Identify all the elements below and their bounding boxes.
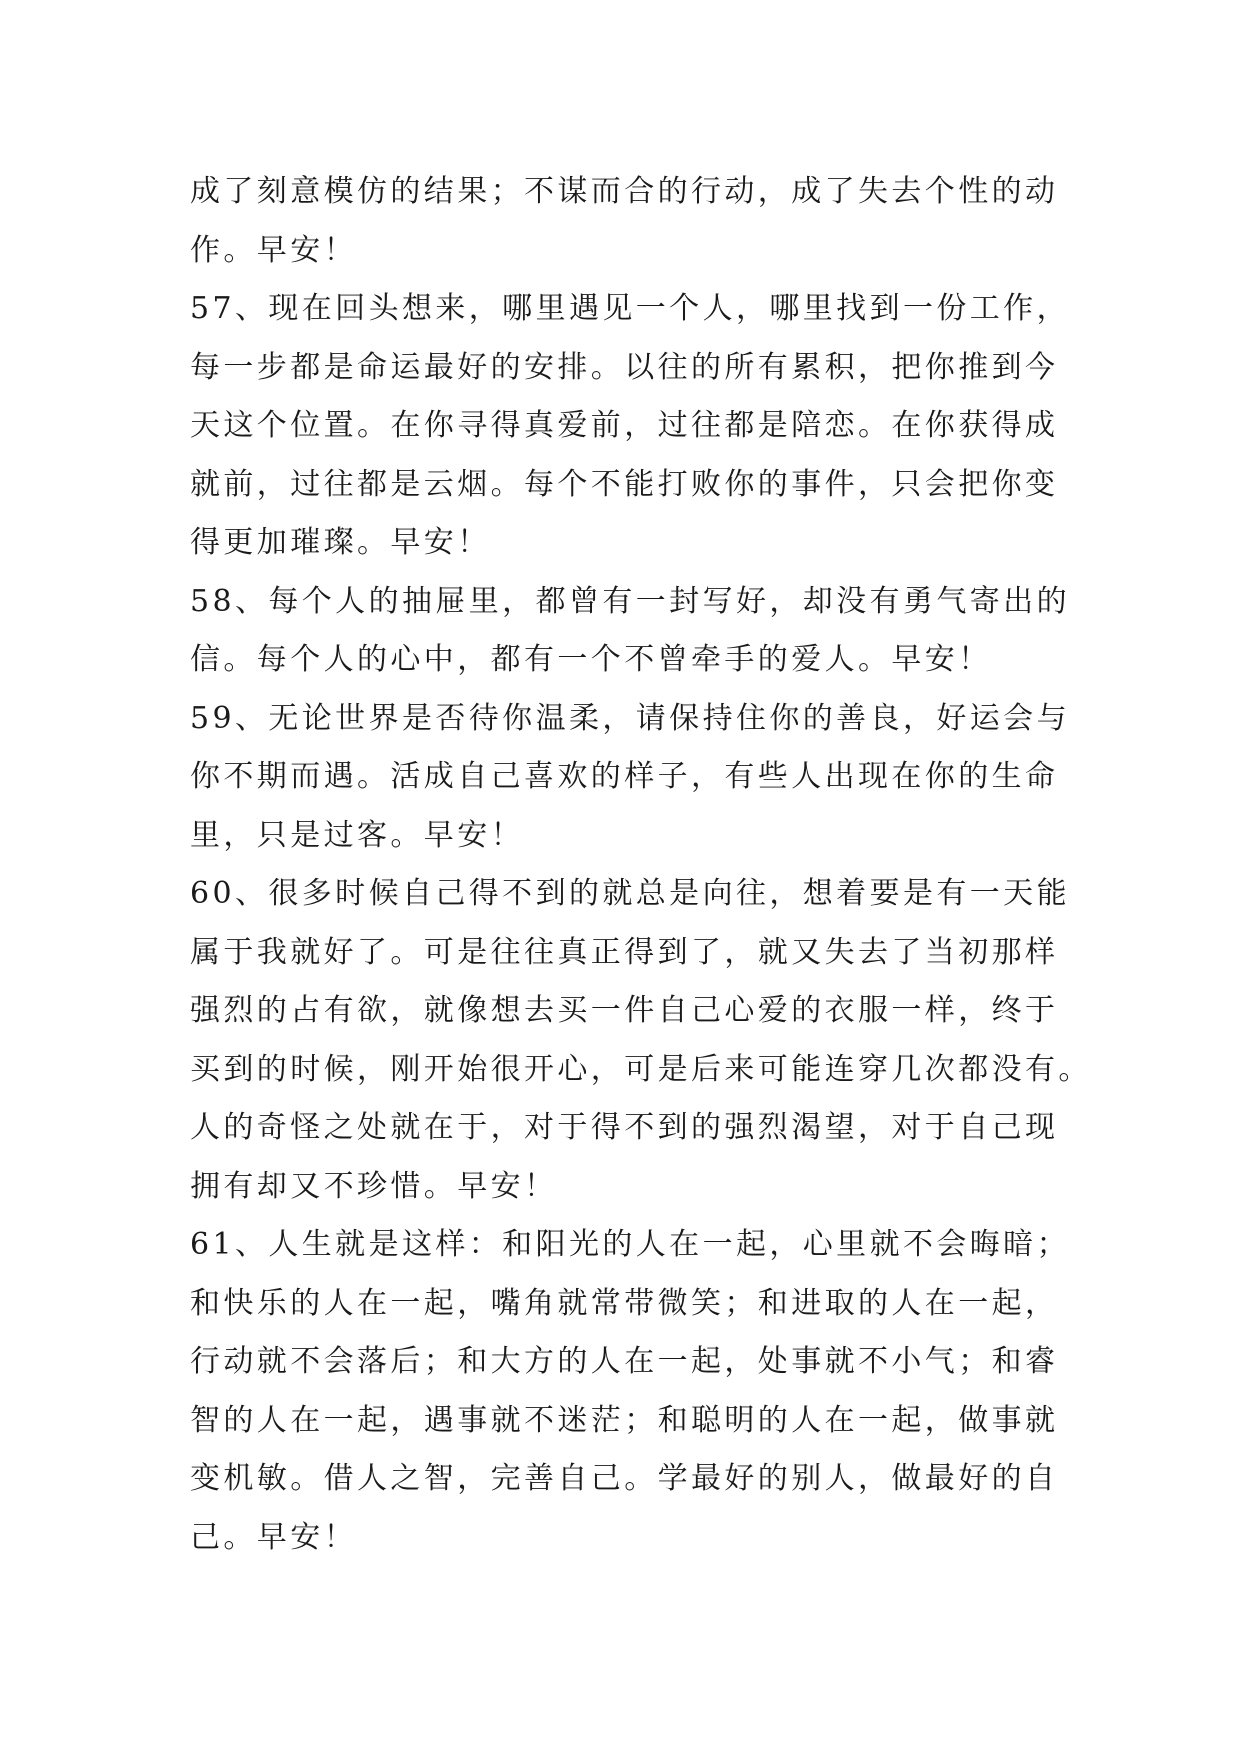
text-line: 智的人在一起，遇事就不迷茫；和聪明的人在一起，做事就 bbox=[190, 1402, 1059, 1438]
text-line: 己。早安！ bbox=[190, 1519, 357, 1555]
text-line: 变机敏。借人之智，完善自己。学最好的别人，做最好的自 bbox=[190, 1461, 1059, 1496]
text-line: 成了刻意模仿的结果；不谋而合的行动，成了失去个性的动 bbox=[190, 174, 1059, 209]
text-line: 里，只是过客。早安！ bbox=[190, 817, 524, 853]
text-line: 59、无论世界是否待你温柔，请保持住你的善良，好运会与 bbox=[190, 700, 1070, 736]
text-line: 强烈的占有欲，就像想去买一件自己心爱的衣服一样，终于 bbox=[190, 993, 1059, 1028]
text-line: 拥有却又不珍惜。早安！ bbox=[190, 1168, 558, 1204]
text-line: 人的奇怪之处就在于，对于得不到的强烈渴望，对于自己现 bbox=[190, 1110, 1059, 1145]
paragraph-57 bbox=[190, 280, 1070, 573]
text-line: 58、每个人的抽屉里，都曾有一封写好，却没有勇气寄出的 bbox=[190, 583, 1070, 619]
text-line: 信。每个人的心中，都有一个不曾牵手的爱人。早安！ bbox=[190, 642, 992, 677]
document-body bbox=[190, 163, 1092, 1567]
paragraph-60 bbox=[190, 865, 1092, 1216]
text-line: 你不期而遇。活成自己喜欢的样子，有些人出现在你的生命 bbox=[190, 759, 1059, 794]
paragraph-61 bbox=[190, 1216, 1070, 1567]
text-line: 60、很多时候自己得不到的就总是向往，想着要是有一天能 bbox=[190, 876, 1070, 911]
text-line: 天这个位置。在你寻得真爱前，过往都是陪恋。在你获得成 bbox=[190, 408, 1059, 443]
text-line: 每一步都是命运最好的安排。以往的所有累积，把你推到今 bbox=[190, 349, 1059, 385]
paragraph-58 bbox=[190, 573, 1070, 690]
text-line: 57、现在回头想来，哪里遇见一个人，哪里找到一份工作， bbox=[190, 291, 1070, 326]
text-line: 61、人生就是这样：和阳光的人在一起，心里就不会晦暗； bbox=[190, 1227, 1070, 1262]
text-line: 买到的时候，刚开始很开心，可是后来可能连穿几次都没有。 bbox=[190, 1051, 1092, 1087]
text-line: 行动就不会落后；和大方的人在一起，处事就不小气；和睿 bbox=[190, 1344, 1059, 1379]
text-line: 和快乐的人在一起，嘴角就常带微笑；和进取的人在一起， bbox=[190, 1285, 1059, 1321]
text-line: 作。早安！ bbox=[190, 232, 357, 268]
text-line: 属于我就好了。可是往往真正得到了，就又失去了当初那样 bbox=[190, 934, 1059, 970]
text-line: 得更加璀璨。早安！ bbox=[190, 525, 491, 560]
paragraph-continued bbox=[190, 163, 1060, 280]
paragraph-59 bbox=[190, 690, 1070, 866]
text-line: 就前，过往都是云烟。每个不能打败你的事件，只会把你变 bbox=[190, 466, 1059, 502]
